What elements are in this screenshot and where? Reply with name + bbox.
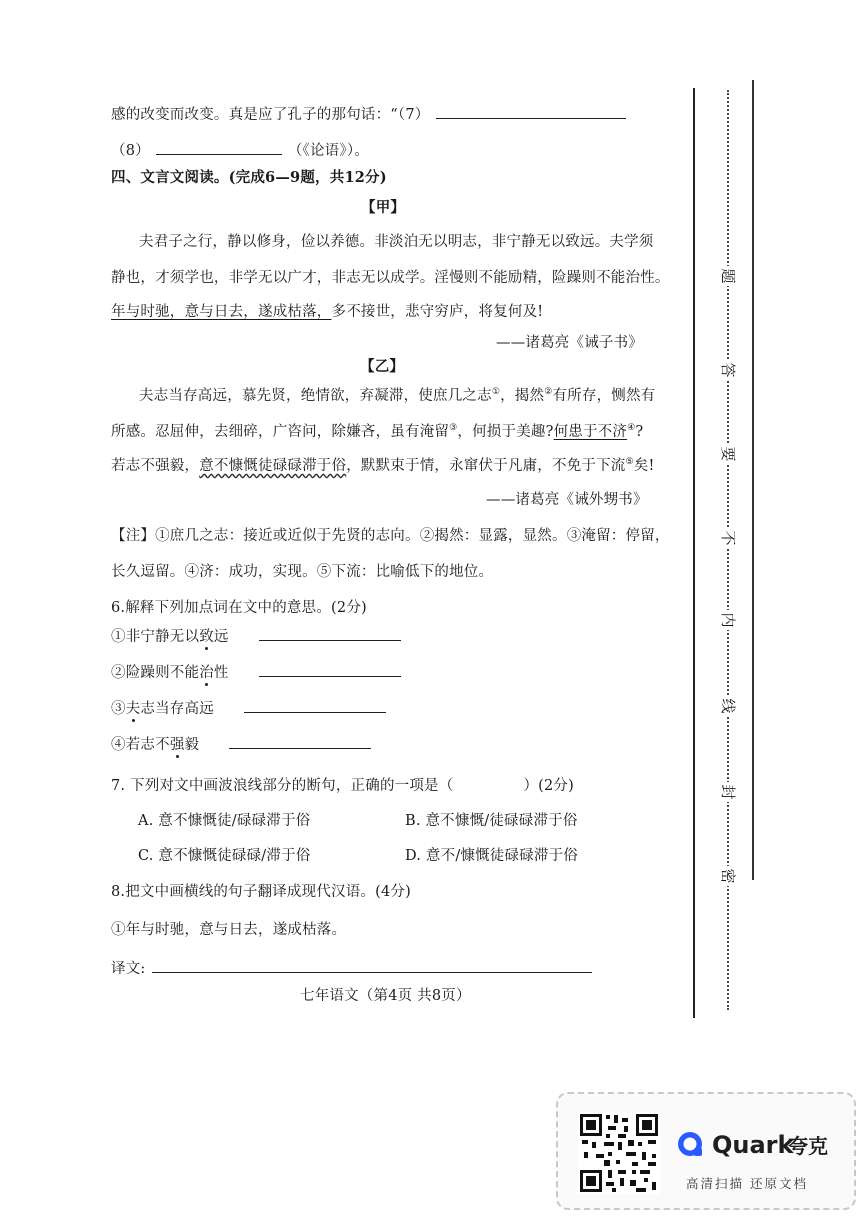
text: 志当存高远 bbox=[140, 701, 214, 717]
footnote-mark: ① bbox=[491, 387, 501, 398]
dotted-word: 强 bbox=[169, 737, 185, 753]
text: （8） bbox=[111, 143, 150, 159]
underlined-sentence: 年与时驰，意与日去，遂成枯落， bbox=[111, 304, 332, 320]
option-d[interactable]: D. 意不/慷慨徒碌碌滞于俗 bbox=[405, 848, 579, 864]
qr-code-icon[interactable] bbox=[578, 1112, 660, 1194]
text: 7. 下列对文中画波浪线部分的断句，正确的一项是（ bbox=[111, 778, 454, 794]
option-b[interactable]: B. 意不慷慨/徒碌碌滞于俗 bbox=[405, 813, 578, 829]
footnote-mark: ② bbox=[544, 387, 553, 398]
text: 夫志当存高远，慕先贤，绝情欲，弃凝滞，使庶几之志 bbox=[139, 388, 492, 404]
passage-yi-title: 【乙】 bbox=[360, 358, 405, 375]
quark-brand bbox=[676, 1128, 846, 1162]
answer-blank[interactable] bbox=[259, 662, 401, 677]
binding-char: 内 bbox=[718, 610, 738, 630]
yi-line-3 bbox=[111, 456, 655, 476]
brand-name: Quark bbox=[712, 1131, 794, 1159]
binding-char: 封 bbox=[718, 782, 738, 802]
dotted-word: 治 bbox=[199, 665, 214, 681]
underlined-phrase: 何患于不济 bbox=[553, 424, 628, 440]
divider bbox=[693, 88, 695, 1018]
quark-logo-icon bbox=[676, 1130, 706, 1160]
binding-char: 答 bbox=[718, 360, 738, 380]
q6-item-1 bbox=[111, 626, 401, 647]
line-2 bbox=[111, 140, 369, 161]
text: 感的改变而改变。真是应了孔子的那句话：“（7） bbox=[111, 107, 430, 123]
jia-source: ——诸葛亮《诫子书》 bbox=[496, 335, 643, 351]
text: 多不接世，悲守穷庐，将复何及! bbox=[331, 304, 544, 320]
answer-blank[interactable] bbox=[259, 626, 401, 641]
text: 若志不强毅， bbox=[111, 458, 200, 474]
answer-blank[interactable] bbox=[244, 698, 386, 713]
text: ①非宁静无以 bbox=[111, 629, 200, 645]
footnote-mark: ③ bbox=[449, 423, 458, 434]
binding-char: 要 bbox=[718, 444, 738, 464]
text: ③ bbox=[111, 701, 126, 717]
q6-item-2 bbox=[111, 662, 401, 683]
text: 性 bbox=[213, 665, 229, 681]
text: ? bbox=[635, 424, 644, 440]
text: 所感。忍屈伸，去细碎，广咨问，除嫌吝，虽有淹留 bbox=[111, 424, 450, 440]
text: 译文: bbox=[111, 961, 146, 977]
translation-line bbox=[111, 958, 592, 979]
text: ，何损于美趣? bbox=[457, 424, 554, 440]
passage-jia-title: 【甲】 bbox=[361, 199, 406, 216]
text: 毅 bbox=[184, 737, 200, 753]
jia-line-3 bbox=[111, 302, 543, 322]
text: 矣! bbox=[633, 458, 655, 474]
yi-line-1 bbox=[139, 386, 655, 406]
divider bbox=[752, 80, 754, 880]
answer-blank-7[interactable] bbox=[436, 104, 626, 119]
brand-name-cn: 夸克 bbox=[788, 1134, 828, 1158]
binding-strip bbox=[690, 80, 760, 1020]
section-4-heading: 四、文言文阅读。(完成6—9题，共12分) bbox=[111, 169, 387, 186]
text: ②险躁则不能 bbox=[111, 665, 200, 681]
binding-char: 题 bbox=[718, 266, 738, 286]
footnote-mark: ④ bbox=[627, 423, 636, 434]
q6-item-3 bbox=[111, 698, 386, 719]
jia-line-2: 静也，才须学也，非学无以广才，非志无以成学。淫慢则不能励精，险躁则不能治性。 bbox=[111, 270, 670, 286]
q8-item-1: ①年与时驰，意与日去，遂成枯落。 bbox=[111, 922, 347, 938]
jia-line-1: 夫君子之行，静以修身，俭以养德。非淡泊无以明志，非宁静无以致远。夫学须 bbox=[139, 234, 654, 250]
q6-item-4 bbox=[111, 734, 371, 755]
quark-badge[interactable] bbox=[556, 1092, 856, 1210]
binding-char: 不 bbox=[718, 528, 738, 548]
text: 有所存，恻然有 bbox=[552, 388, 656, 404]
text: ）(2分) bbox=[523, 778, 574, 794]
binding-char: 密 bbox=[718, 866, 738, 886]
page-footer: 七年语文（第4页 共8页） bbox=[300, 988, 471, 1004]
text: 远 bbox=[213, 629, 229, 645]
answer-blank[interactable] bbox=[229, 734, 371, 749]
badge-tagline: 高清扫描 还原文档 bbox=[686, 1176, 808, 1191]
note-line-2: 长久逗留。④济：成功，实现。⑤下流：比喻低下的地位。 bbox=[111, 564, 494, 580]
dotted-word: 夫 bbox=[125, 701, 141, 717]
text: ，揭然 bbox=[500, 388, 545, 404]
answer-blank[interactable] bbox=[152, 958, 592, 973]
text: ④若志不 bbox=[111, 737, 170, 753]
wavy-underlined-phrase: 意不慷慨徒碌碌滞于俗 bbox=[199, 458, 347, 474]
binding-char: 线 bbox=[718, 696, 738, 716]
question-8: 8.把文中画横线的句子翻译成现代汉语。(4分) bbox=[111, 884, 411, 900]
line-1 bbox=[111, 104, 626, 125]
yi-source: ——诸葛亮《诫外甥书》 bbox=[486, 492, 648, 508]
footnote-mark: ⑤ bbox=[625, 457, 634, 468]
yi-line-2 bbox=[111, 422, 643, 442]
note-line-1: 【注】①庶几之志：接近或近似于先贤的志向。②揭然：显露，显然。③淹留：停留， bbox=[111, 528, 670, 544]
question-7 bbox=[111, 776, 574, 796]
option-c[interactable]: C. 意不慷慨徒碌碌/滞于俗 bbox=[138, 848, 311, 864]
dotted-word: 致 bbox=[199, 629, 214, 645]
text: ，默默束于情，永窜伏于凡庸，不免于下流 bbox=[346, 458, 626, 474]
question-6: 6.解释下列加点词在文中的意思。(2分) bbox=[111, 600, 367, 616]
option-a[interactable]: A. 意不慷慨徒/碌碌滞于俗 bbox=[138, 813, 311, 829]
answer-blank-8[interactable] bbox=[156, 140, 282, 155]
text: （《论语》）。 bbox=[287, 143, 369, 159]
